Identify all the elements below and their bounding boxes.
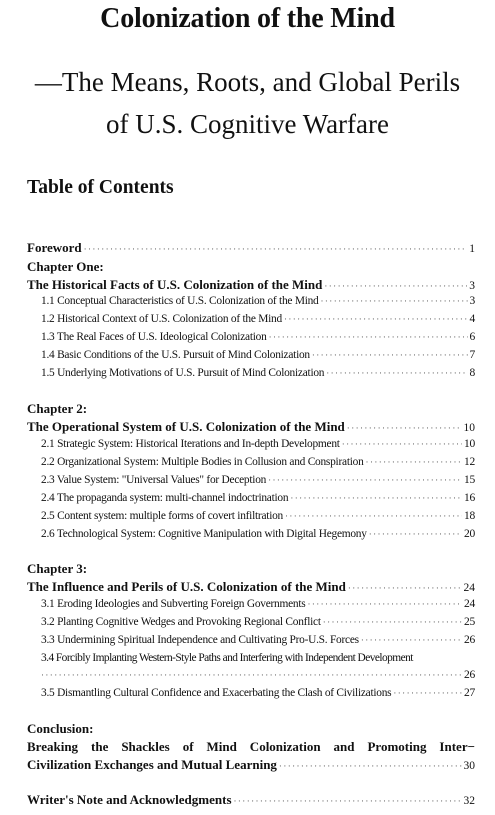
toc-entry-2-6[interactable]	[41, 526, 475, 543]
toc-conclusion[interactable]	[27, 756, 475, 775]
toc-entry-3-4[interactable]	[41, 667, 475, 684]
toc-entry-3-5[interactable]	[41, 685, 475, 702]
leader-dots	[234, 793, 462, 810]
entry-page: 25	[464, 616, 475, 628]
conclusion-title-line-2: Civilization Exchanges and Mutual Learning	[27, 757, 277, 772]
toc-chapter2[interactable]	[27, 418, 475, 437]
chapter3-label: Chapter 3:	[27, 561, 88, 576]
entry-title: 2.1 Strategic System: Historical Iterations and In-depth Development	[41, 438, 340, 450]
entry-title: 3.3 Undermining Spiritual Independence and Cultivating Pro-U.S. Forces	[41, 634, 359, 646]
leader-dots	[307, 596, 462, 613]
entry-page: 12	[464, 456, 475, 468]
entry-page: 3	[469, 295, 475, 307]
chapter3-page: 24	[463, 582, 475, 594]
conclusion-title-line-1[interactable]: Breaking the Shackles of Mind Colonization and Promoting Inter−	[27, 739, 475, 754]
toc-entry-2-1[interactable]	[41, 436, 475, 453]
entry-title: 2.4 The propaganda system: multi-channel indoctrination	[41, 492, 289, 504]
writers-note-title: Writer's Note and Acknowledgments	[27, 792, 232, 807]
toc-foreword[interactable]	[27, 239, 475, 258]
entry-page: 8	[469, 367, 475, 379]
subtitle-line-1: —The Means, Roots, and Global Perils	[34, 67, 461, 97]
toc-entry-2-3[interactable]	[41, 472, 475, 489]
toc-entry-1-4[interactable]	[41, 347, 475, 364]
toc-writers-note[interactable]	[27, 791, 475, 810]
toc-entry-2-2[interactable]	[41, 454, 475, 471]
leader-dots	[312, 347, 468, 364]
entry-title: 3.5 Dismantling Cultural Confidence and Exacerbating the Clash of Civilizations	[41, 687, 392, 699]
leader-dots	[284, 311, 468, 328]
toc-entry-2-4[interactable]	[41, 490, 475, 507]
chapter3-title: The Influence and Perils of U.S. Colonization of the Mind	[27, 579, 346, 594]
entry-page: 16	[464, 492, 475, 504]
toc-entry-2-5[interactable]	[41, 508, 475, 525]
toc-entry-3-1[interactable]	[41, 596, 475, 613]
entry-page: 4	[469, 313, 475, 325]
chapter2-label: Chapter 2:	[27, 401, 88, 416]
leader-dots	[323, 614, 462, 631]
chapter1-page: 3	[469, 280, 475, 292]
leader-dots	[347, 420, 462, 437]
leader-dots	[342, 436, 462, 453]
leader-dots	[268, 472, 462, 489]
entry-title: 2.5 Content system: multiple forms of covert infiltration	[41, 510, 284, 522]
entry-page: 18	[464, 510, 475, 522]
leader-dots	[285, 508, 462, 525]
entry-page: 6	[469, 331, 475, 343]
conclusion-label: Conclusion:	[27, 721, 94, 736]
toc-entry-1-5[interactable]	[41, 365, 475, 382]
subtitle-line-2: of U.S. Cognitive Warfare	[105, 109, 389, 139]
leader-dots	[369, 526, 462, 543]
leader-dots	[269, 329, 468, 346]
chapter1-title: The Historical Facts of U.S. Colonization of the Mind	[27, 277, 323, 292]
entry-page: 26	[464, 669, 475, 681]
entry-title: 1.1 Conceptual Characteristics of U.S. Colonization of the Mind	[41, 295, 319, 307]
entry-title: 1.3 The Real Faces of U.S. Ideological Colonization	[41, 331, 267, 343]
entry-title: 1.2 Historical Context of U.S. Colonization of the Mind	[41, 313, 282, 325]
toc-foreword-title: Foreword	[27, 240, 82, 255]
entry-title: 3.1 Eroding Ideologies and Subverting Foreign Governments	[41, 598, 306, 610]
chapter2-title: The Operational System of U.S. Colonization of the Mind	[27, 419, 345, 434]
toc-entry-1-1[interactable]	[41, 293, 475, 310]
entry-page: 24	[464, 598, 475, 610]
toc-heading: Table of Contents	[27, 177, 174, 198]
writers-note-page: 32	[463, 795, 475, 807]
entry-title: 2.3 Value System: "Universal Values" for Deception	[41, 474, 267, 486]
entry-title: 1.4 Basic Conditions of the U.S. Pursuit of Mind Colonization	[41, 349, 310, 361]
entry-page: 20	[464, 528, 475, 540]
chapter1-label: Chapter One:	[27, 259, 104, 274]
leader-dots	[393, 685, 462, 702]
entry-title: 2.6 Technological System: Cognitive Manipulation with Digital Hegemony	[41, 528, 367, 540]
entry-page: 10	[464, 438, 475, 450]
entry-page: 15	[464, 474, 475, 486]
entry-title: 3.2 Planting Cognitive Wedges and Provoking Regional Conflict	[41, 616, 321, 628]
chapter2-page: 10	[463, 422, 475, 434]
toc-entry-3-3[interactable]	[41, 632, 475, 649]
toc-chapter3[interactable]	[27, 578, 475, 597]
toc-entry-3-2[interactable]	[41, 614, 475, 631]
leader-dots	[348, 580, 462, 597]
toc-entry-3-4-title[interactable]: 3.4 Forcibly Implanting Western-Style Paths and Interfering with Independent Development	[41, 652, 413, 664]
entry-title: 1.5 Underlying Motivations of U.S. Pursuit of Mind Colonization	[41, 367, 325, 379]
entry-page: 7	[469, 349, 475, 361]
toc-foreword-page: 1	[469, 243, 475, 255]
toc-entry-1-3[interactable]	[41, 329, 475, 346]
entry-title: 2.2 Organizational System: Multiple Bodies in Collusion and Conspiration	[41, 456, 364, 468]
leader-dots	[84, 241, 468, 258]
leader-dots	[321, 293, 468, 310]
entry-page: 27	[464, 687, 475, 699]
leader-dots	[361, 632, 462, 649]
leader-dots	[290, 490, 462, 507]
leader-dots	[326, 365, 467, 382]
book-title: Colonization of the Mind	[100, 3, 395, 34]
conclusion-page: 30	[463, 760, 475, 772]
toc-entry-1-2[interactable]	[41, 311, 475, 328]
leader-dots	[41, 667, 462, 684]
leader-dots	[366, 454, 462, 471]
entry-page: 26	[464, 634, 475, 646]
leader-dots	[279, 758, 462, 775]
